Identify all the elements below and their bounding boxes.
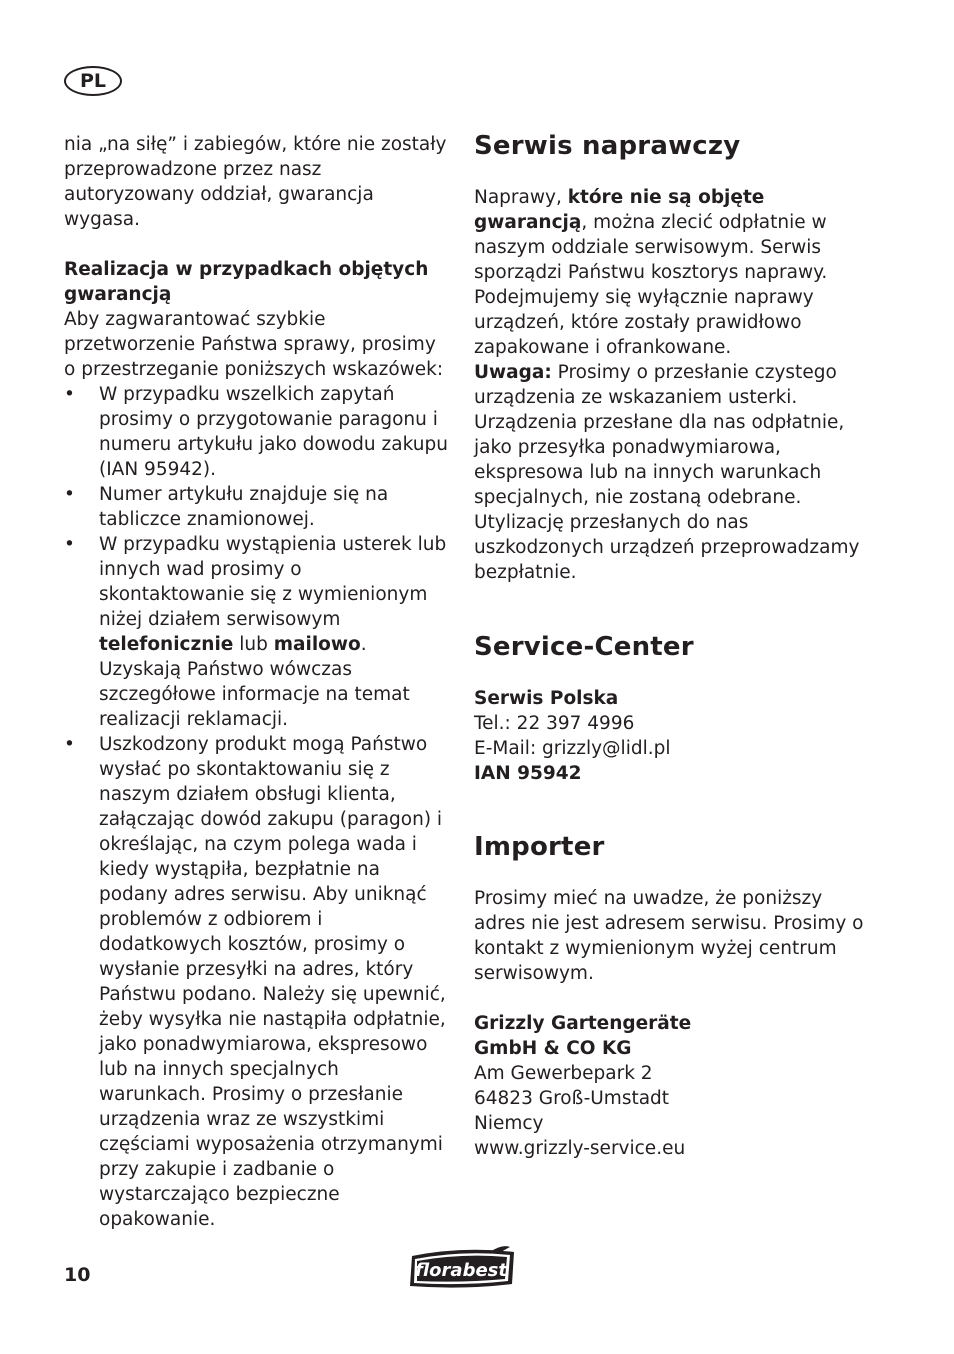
notice-label: Uwaga: xyxy=(474,362,552,383)
warranty-exclusion-emphasis: które nie są objęte gwarancją xyxy=(474,187,765,233)
importer-website: www.grizzly-service.eu xyxy=(474,1138,686,1159)
warranty-list xyxy=(64,382,450,1232)
mail-emphasis: mailowo xyxy=(273,634,361,655)
bullet-text: . Uzyskają Państwo wówczas szczegółowe informacje na temat realizacji reklamacji. xyxy=(99,634,410,730)
bullet-text: lub xyxy=(233,634,274,655)
importer-country: Niemcy xyxy=(474,1113,544,1134)
warranty-intro: Aby zagwarantować szybkie przetworzenie Państwa sprawy, prosimy o przestrzeganie poniższych wskazówek: xyxy=(64,309,444,380)
left-column xyxy=(64,132,450,1232)
service-name: Serwis Polska xyxy=(474,688,619,709)
repair-text: , można zlecić odpłatnie w naszym oddziale serwisowym. Serwis sporządzi Państwu kosztorys naprawy. xyxy=(474,212,828,283)
service-phone: Tel.: 22 397 4996 xyxy=(474,713,635,734)
list-item xyxy=(64,532,450,732)
notice-paragraph xyxy=(474,360,874,510)
brand-logo-text: florabest xyxy=(415,1260,507,1281)
repair-paragraph xyxy=(474,185,874,285)
importer-company: Grizzly Gartengeräte xyxy=(474,1013,692,1034)
right-column xyxy=(474,132,874,1161)
repair-paragraph: Podejmujemy się wyłącznie naprawy urządzeń, które zostały prawidłowo zapakowane i ofrankowane. xyxy=(474,287,814,358)
importer-city: 64823 Groß-Umstadt xyxy=(474,1088,670,1109)
florabest-logo xyxy=(404,1244,520,1290)
phone-emphasis: telefonicznie xyxy=(99,634,234,655)
warranty-heading: Realizacja w przypadkach objętych gwarancją xyxy=(64,259,429,305)
repair-text: Naprawy, xyxy=(474,187,568,208)
disposal-paragraph: Utylizację przesłanych do nas uszkodzonych urządzeń przeprowadzamy bezpłatnie. xyxy=(474,512,860,583)
importer-street: Am Gewerbepark 2 xyxy=(474,1063,653,1084)
notice-text: Prosimy o przesłanie czystego urządzenia ze wskazaniem usterki. Urządzenia przesłane dla nas odpłatnie, jako przesyłka ponadwymiarowa, ekspresowa lub na innych warunkach specjalnych, nie zostaną odebrane. xyxy=(474,362,845,508)
page-number: 10 xyxy=(64,1264,91,1286)
service-email: E-Mail: grizzly@lidl.pl xyxy=(474,738,671,759)
list-item: • Numer artykułu znajduje się na tabliczce znamionowej. xyxy=(64,482,450,532)
language-badge xyxy=(64,66,122,96)
service-ian: IAN 95942 xyxy=(474,763,582,784)
list-item: • Uszkodzony produkt mogą Państwo wysłać po skontaktowaniu się z naszym działem obsługi klienta, załączając dowód zakupu (paragon) i określając, na czym polega wada i kiedy wystąpiła, bezpłatnie na podany adres serwisu. Aby uniknąć problemów z odbiorem i dodatkowych kosztów, prosimy o wysłanie przesyłki na adres, który Państwu podano. Należy się upewnić, żeby wysyłka nie nastąpiła odpłatnie, jako ponadwymiarowa, ekspresowo lub na innych specjalnych warunkach. Prosimy o przesłanie urządzenia wraz ze wszystkimi częściami wyposażenia otrzymanymi przy zakupie i zadbanie o wystarczająco bezpieczne opakowanie. xyxy=(64,732,450,1232)
importer-heading: Importer xyxy=(474,832,605,862)
importer-note: Prosimy mieć na uwadze, że poniższy adres nie jest adresem serwisu. Prosimy o kontakt z wymienionym wyżej centrum serwisowym. xyxy=(474,888,864,984)
repair-service-heading: Serwis naprawczy xyxy=(474,131,741,161)
list-item: • W przypadku wszelkich zapytań prosimy o przygotowanie paragonu i numeru artykułu jako dowodu zakupu (IAN 95942). xyxy=(64,382,450,482)
service-center-heading: Service-Center xyxy=(474,632,694,662)
importer-company-form: GmbH & CO KG xyxy=(474,1038,632,1059)
language-code: PL xyxy=(79,70,107,92)
bullet-text: W przypadku wystąpienia usterek lub innych wad prosimy o skontaktowanie się z wymienionym niżej działem serwisowym xyxy=(99,534,447,630)
intro-paragraph: nia „na siłę” i zabiegów, które nie zostały przeprowadzone przez nasz autoryzowany oddział, gwarancja wygasa. xyxy=(64,134,447,230)
